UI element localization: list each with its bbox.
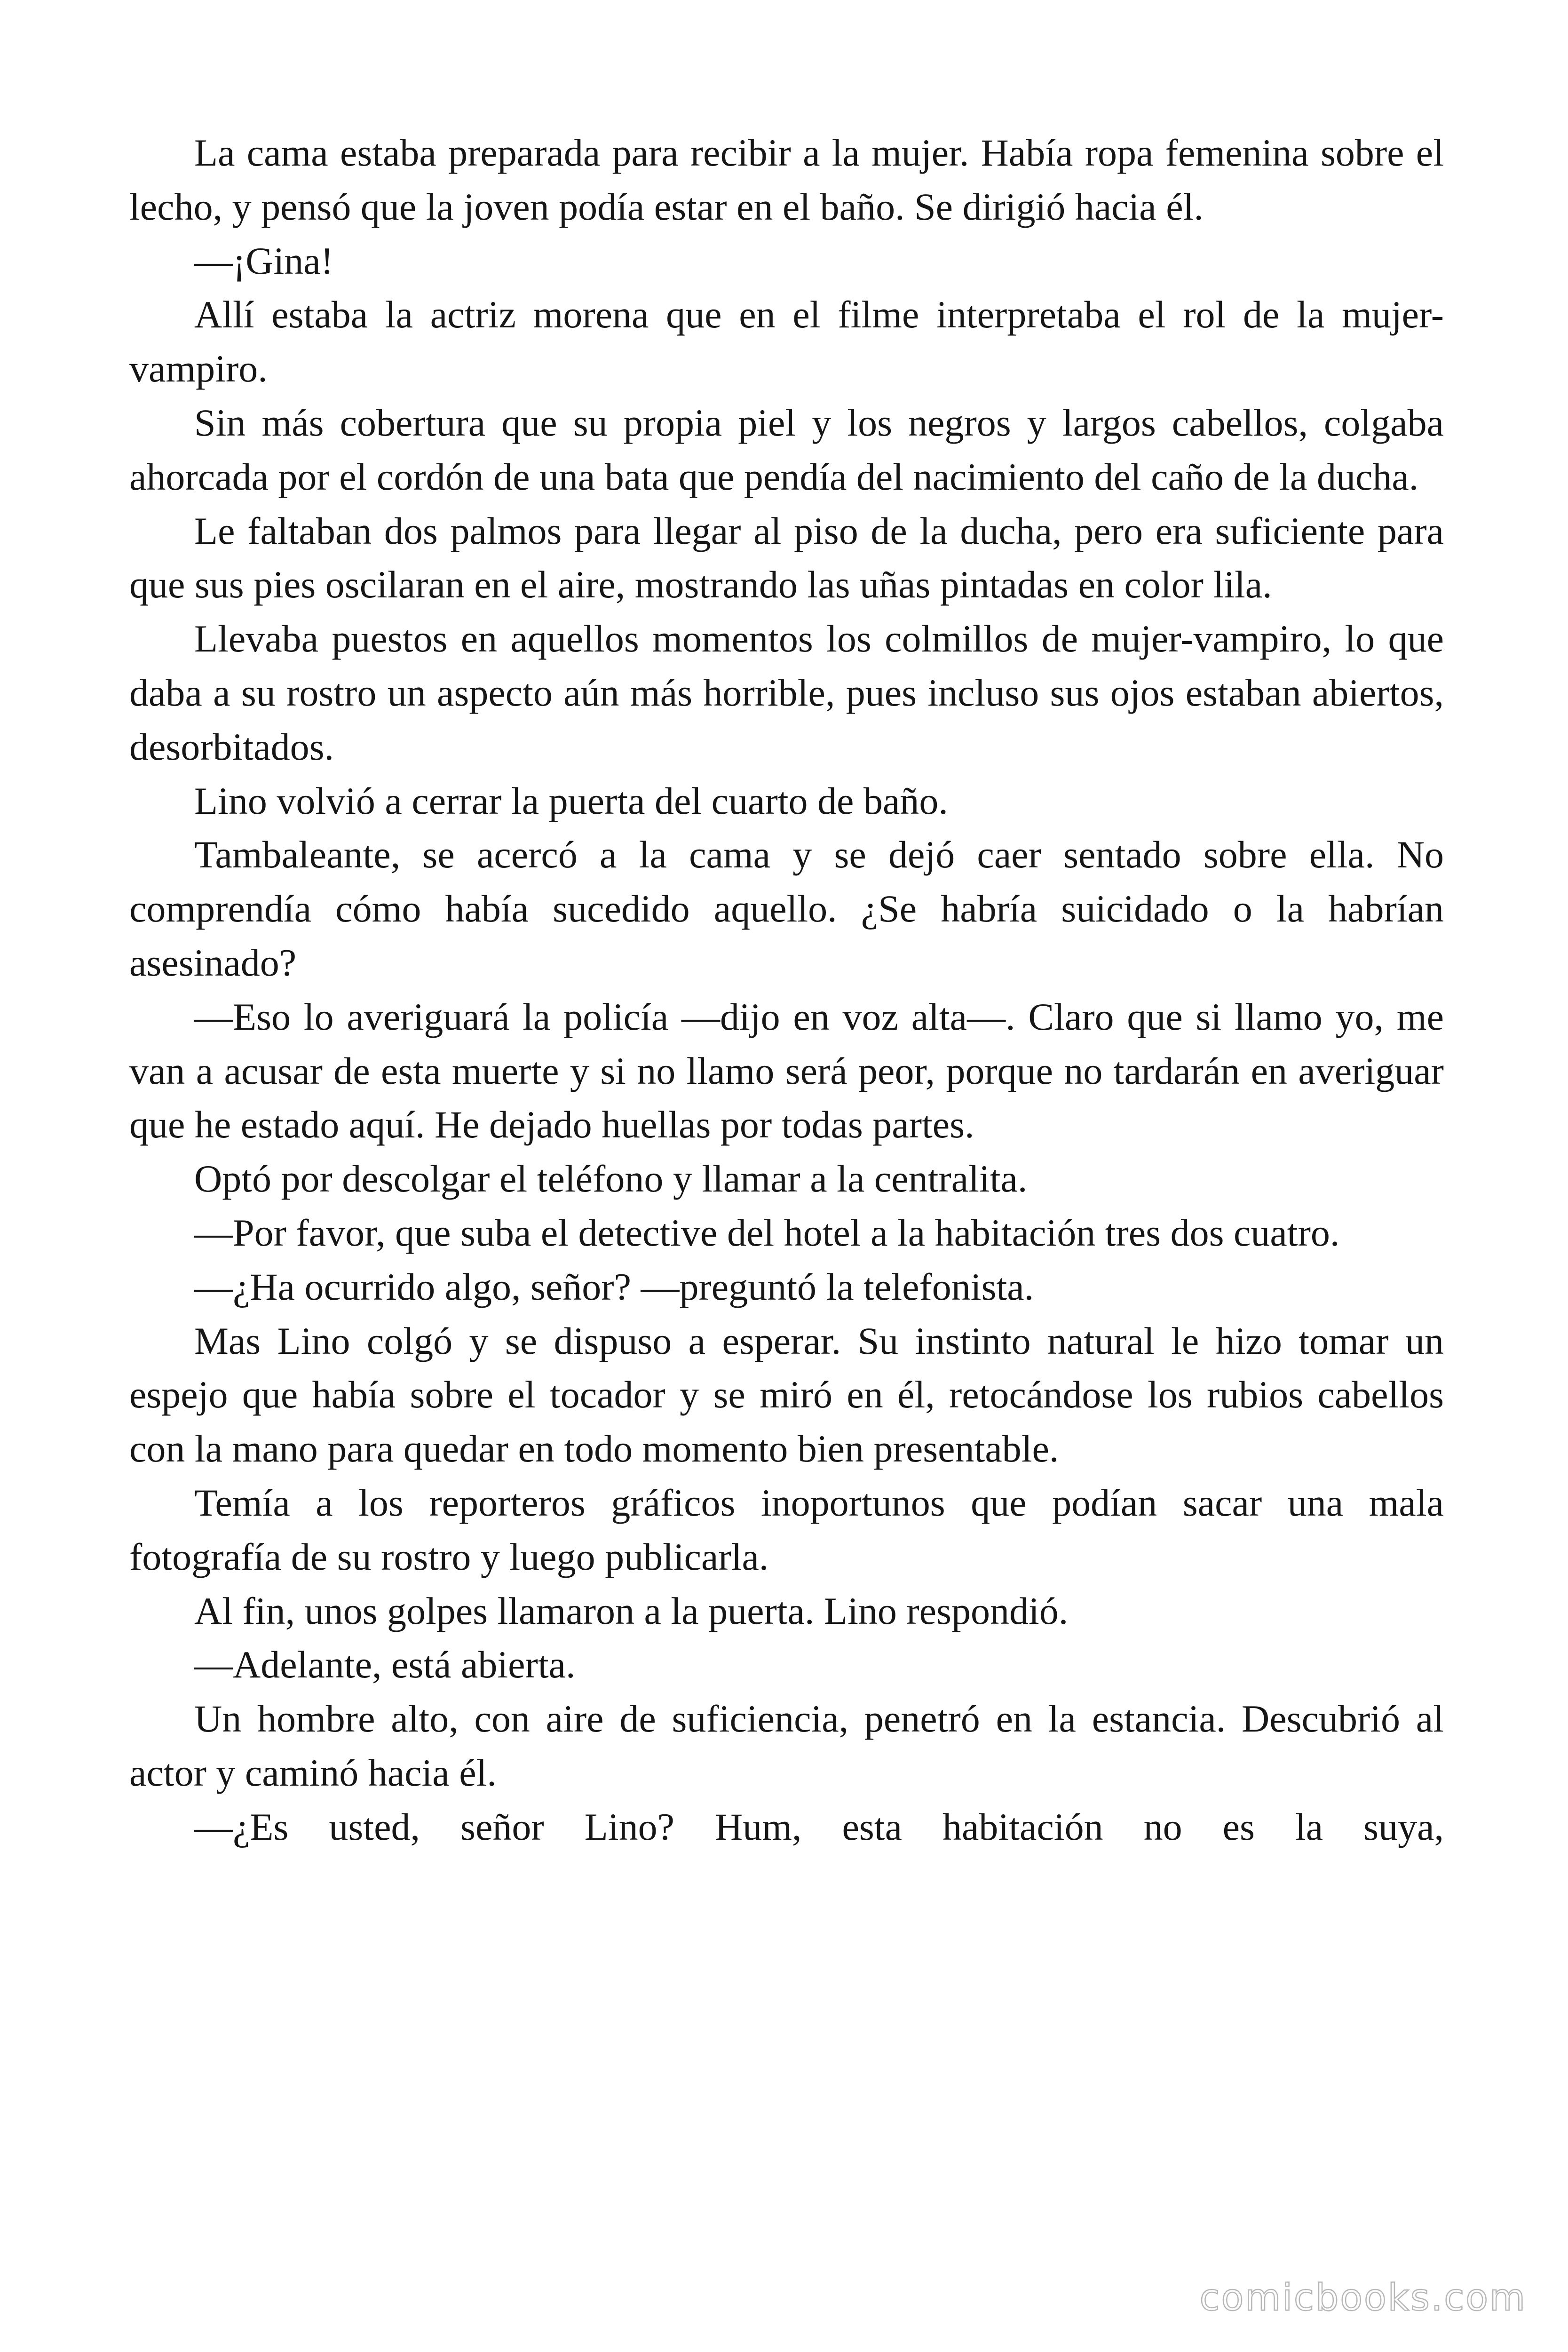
paragraph: Llevaba puestos en aquellos momentos los colmillos de mujer-vampiro, lo que daba a su rostro un aspecto aún más horrible, pues incluso sus ojos estaban abiertos, desorbitados. [129, 617, 1444, 768]
paragraph: Lino volvió a cerrar la puerta del cuarto de baño. [194, 779, 948, 822]
paragraph: Mas Lino colgó y se dispuso a esperar. Su instinto natural le hizo tomar un espejo que había sobre el tocador y se miró en él, retocándose los rubios cabellos con la mano para quedar en todo momento bien presentable. [129, 1319, 1444, 1470]
paragraph: Tambaleante, se acercó a la cama y se dejó caer sentado sobre ella. No comprendía cómo había sucedido aquello. ¿Se habría suicidado o la habrían asesinado? [129, 833, 1444, 984]
paragraph: Al fin, unos golpes llamaron a la puerta. Lino respondió. [194, 1589, 1069, 1632]
book-page-text [129, 126, 1444, 1854]
paragraph: Temía a los reporteros gráficos inoportunos que podían sacar una mala fotografía de su rostro y luego publicarla. [129, 1481, 1444, 1578]
paragraph: Un hombre alto, con aire de suficiencia, penetró en la estancia. Descubrió al actor y caminó hacia él. [129, 1697, 1444, 1794]
paragraph: —Por favor, que suba el detective del hotel a la habitación tres dos cuatro. [194, 1211, 1340, 1254]
paragraph: —Adelante, está abierta. [194, 1643, 576, 1686]
paragraph: Le faltaban dos palmos para llegar al piso de la ducha, pero era suficiente para que sus pies oscilaran en el aire, mostrando las uñas pintadas en color lila. [129, 509, 1444, 606]
paragraph: Optó por descolgar el teléfono y llamar a la centralita. [194, 1157, 1028, 1200]
paragraph: La cama estaba preparada para recibir a la mujer. Había ropa femenina sobre el lecho, y pensó que la joven podía estar en el baño. Se dirigió hacia él. [129, 131, 1444, 228]
paragraph: —¿Es usted, señor Lino? Hum, esta habitación no es la suya, [194, 1805, 1444, 1848]
paragraph: —¿Ha ocurrido algo, señor? —preguntó la telefonista. [194, 1265, 1034, 1308]
watermark: comicbooks.com [1199, 2277, 1527, 2319]
paragraph: —¡Gina! [194, 239, 334, 282]
paragraph: Sin más cobertura que su propia piel y los negros y largos cabellos, colgaba ahorcada por el cordón de una bata que pendía del nacimiento del caño de la ducha. [129, 401, 1444, 498]
paragraph: —Eso lo averiguará la policía —dijo en voz alta—. Claro que si llamo yo, me van a acusar de esta muerte y si no llamo será peor, porque no tardarán en averiguar que he estado aquí. He dejado huellas por todas partes. [129, 995, 1444, 1146]
paragraph: Allí estaba la actriz morena que en el filme interpretaba el rol de la mujer-vampiro. [129, 293, 1444, 390]
